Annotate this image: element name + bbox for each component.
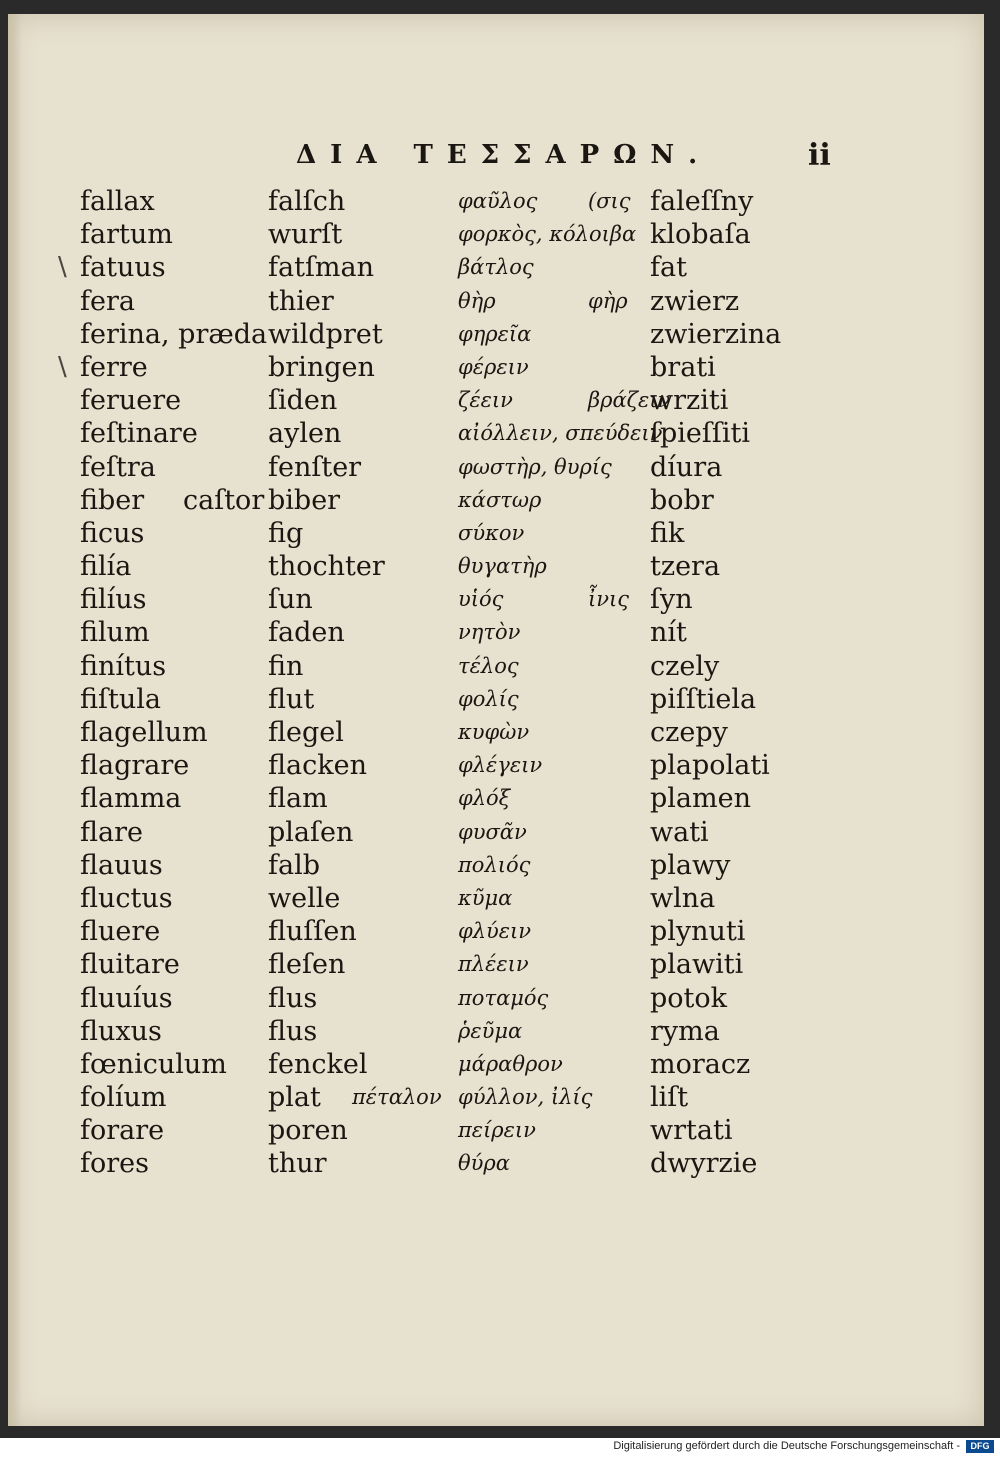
- bohemian-word: díura: [650, 451, 723, 483]
- german-word: fatſman: [268, 252, 375, 284]
- latin-word: forare: [80, 1115, 165, 1147]
- greek-word: φλέγειν: [458, 753, 543, 778]
- latin-word: fartum: [80, 219, 173, 251]
- latin-alt-word: caſtor: [183, 484, 265, 516]
- bohemian-word: wrtati: [650, 1115, 733, 1147]
- entry-row: [0, 1048, 1000, 1081]
- entry-row: [0, 749, 1000, 782]
- german-word: wildpret: [268, 318, 383, 350]
- greek-word: ζέειν: [458, 388, 513, 413]
- greek-word: βάτλος: [458, 255, 534, 280]
- latin-word: fœniculum: [80, 1048, 227, 1080]
- latin-word: filía: [80, 551, 132, 583]
- greek-alt-word: (σις: [588, 189, 631, 213]
- german-word: wurſt: [268, 219, 343, 251]
- entry-row: [0, 285, 1000, 318]
- greek-word: φηρεῖα: [458, 321, 532, 346]
- entry-row: [0, 1114, 1000, 1147]
- greek-word: κάστωρ: [458, 487, 542, 512]
- latin-word: filum: [80, 617, 150, 649]
- latin-word: flare: [80, 816, 143, 848]
- bohemian-word: nít: [650, 617, 687, 649]
- bohemian-word: liſt: [650, 1082, 689, 1114]
- latin-word: fatuus: [80, 252, 166, 284]
- bohemian-word: ſpieſſiti: [650, 418, 750, 450]
- greek-word: πείρειν: [458, 1118, 536, 1143]
- greek-word: πλέειν: [458, 952, 529, 977]
- margin-mark: \: [58, 252, 67, 282]
- glossary-entries: [0, 185, 1000, 1181]
- margin-mark: \: [58, 352, 67, 382]
- bohemian-word: faleſſny: [650, 186, 754, 217]
- greek-word: φέρειν: [458, 354, 529, 379]
- greek-word: φυσᾶν: [458, 819, 527, 844]
- bohemian-word: piſſtiela: [650, 683, 757, 715]
- entry-row: [0, 451, 1000, 484]
- greek-word: θυγατὴρ: [458, 554, 547, 579]
- greek-alt-word: φὴρ: [588, 288, 628, 313]
- latin-word: feſtinare: [80, 418, 198, 450]
- greek-word: φλύειν: [458, 919, 532, 944]
- german-word: thur: [268, 1148, 327, 1180]
- german-word: flus: [268, 1015, 318, 1047]
- latin-word: fiſtula: [80, 683, 161, 715]
- dfg-logo: DFG: [966, 1440, 994, 1453]
- greek-word: θύρα: [458, 1151, 510, 1176]
- greek-alt-word: βράζειν: [588, 388, 671, 413]
- bohemian-word: plamen: [650, 783, 751, 815]
- latin-word: flauus: [80, 849, 163, 881]
- greek-word: κυφὼν: [458, 720, 530, 744]
- german-word: falſch: [268, 186, 346, 217]
- bohemian-word: czepy: [650, 717, 728, 748]
- greek-word: ῥεῦμα: [458, 1018, 523, 1043]
- page-header: [0, 140, 1000, 180]
- bohemian-word: zwierz: [650, 285, 740, 317]
- entry-row: [0, 683, 1000, 716]
- bohemian-word: tzera: [650, 551, 721, 583]
- latin-word: fluere: [80, 916, 161, 948]
- greek-word: σύκον: [458, 520, 525, 545]
- entry-row: [0, 351, 1000, 384]
- entry-row: [0, 982, 1000, 1015]
- greek-word: ποταμός: [458, 985, 549, 1010]
- german-word: flacken: [268, 750, 367, 782]
- latin-word: flamma: [80, 783, 182, 815]
- greek-word: φωστὴρ, θυρίς: [458, 454, 612, 479]
- greek-word: θὴρ: [458, 288, 496, 313]
- latin-word: feruere: [80, 385, 182, 417]
- latin-word: ficus: [80, 517, 145, 549]
- bohemian-word: ſyn: [650, 584, 693, 616]
- entry-row: [0, 318, 1000, 351]
- german-word: poren: [268, 1115, 348, 1147]
- greek-word: κῦμα: [458, 885, 513, 910]
- bohemian-word: plawy: [650, 849, 731, 881]
- greek-word: υἱός: [458, 587, 504, 612]
- german-alt-word: πέταλον: [352, 1085, 442, 1110]
- german-word: fleſen: [268, 949, 346, 981]
- entry-row: [0, 583, 1000, 616]
- greek-word: νητὸν: [458, 620, 521, 645]
- german-word: ſiden: [268, 385, 338, 417]
- german-word: fenckel: [268, 1048, 368, 1080]
- german-word: welle: [268, 882, 341, 914]
- entry-row: [0, 484, 1000, 517]
- greek-word: φορκὸς, κόλοιβα: [458, 222, 637, 247]
- latin-word: finítus: [80, 650, 167, 682]
- bohemian-word: brati: [650, 351, 716, 383]
- german-word: faden: [268, 617, 345, 649]
- greek-word: πολιός: [458, 852, 531, 877]
- german-word: ſun: [268, 584, 313, 616]
- latin-word: feſtra: [80, 451, 156, 483]
- greek-word: φύλλον, ἰλίς: [458, 1085, 593, 1110]
- footer: [0, 1438, 1000, 1457]
- funding-notice: Digitalisierung gefördert durch die Deutsche Forschungsgemeinschaft -: [613, 1440, 960, 1452]
- german-word: thier: [268, 285, 334, 317]
- greek-word: φλόξ: [458, 786, 511, 811]
- german-word: bringen: [268, 351, 375, 383]
- latin-word: fallax: [80, 186, 155, 217]
- latin-word: fluxus: [80, 1015, 162, 1047]
- bohemian-word: klobaſa: [650, 219, 751, 251]
- bohemian-word: ryma: [650, 1015, 720, 1047]
- entry-row: [0, 185, 1000, 218]
- entry-row: [0, 1147, 1000, 1180]
- greek-word: μάραθρον: [458, 1051, 563, 1076]
- entry-row: [0, 517, 1000, 550]
- bohemian-word: potok: [650, 982, 728, 1014]
- german-word: falb: [268, 849, 321, 881]
- german-word: fin: [268, 650, 304, 682]
- running-title: ΔΙΑ ΤΕΣΣΑΡΩΝ.: [296, 140, 712, 170]
- latin-word: ferina, præda: [80, 318, 268, 350]
- entry-row: [0, 915, 1000, 948]
- entry-row: [0, 1015, 1000, 1048]
- entry-row: [0, 782, 1000, 815]
- bohemian-word: czely: [650, 650, 720, 682]
- greek-word: αἰόλλειν, σπεύδειν: [458, 421, 663, 446]
- latin-word: fluctus: [80, 882, 173, 914]
- entry-row: [0, 849, 1000, 882]
- bohemian-word: wlna: [650, 882, 716, 914]
- german-word: aylen: [268, 418, 342, 450]
- greek-word: φολίς: [458, 686, 519, 711]
- german-word: flegel: [268, 717, 344, 748]
- entry-row: [0, 816, 1000, 849]
- latin-word: flagrare: [80, 750, 190, 782]
- bohemian-word: zwierzina: [650, 318, 782, 350]
- german-word: flus: [268, 982, 318, 1014]
- german-word: thochter: [268, 551, 385, 583]
- entry-row: [0, 550, 1000, 583]
- greek-alt-word: ἶνις: [588, 587, 629, 612]
- bohemian-word: wati: [650, 816, 709, 848]
- entry-row: [0, 716, 1000, 749]
- german-word: plaſen: [268, 816, 354, 848]
- german-word: flam: [268, 783, 328, 815]
- bohemian-word: bobr: [650, 484, 714, 516]
- latin-word: filíus: [80, 584, 147, 616]
- german-word: fig: [268, 517, 304, 549]
- entry-row: [0, 218, 1000, 251]
- greek-word: φαῦλος: [458, 189, 538, 213]
- latin-word: fluitare: [80, 949, 180, 981]
- bohemian-word: fat: [650, 252, 687, 284]
- bohemian-word: plapolati: [650, 750, 770, 782]
- german-word: fenſter: [268, 451, 362, 483]
- german-word: plat: [268, 1082, 321, 1114]
- entry-row: [0, 1081, 1000, 1114]
- latin-word: flagellum: [80, 717, 208, 748]
- latin-word: fores: [80, 1148, 149, 1180]
- entry-row: [0, 882, 1000, 915]
- greek-word: τέλος: [458, 653, 519, 678]
- german-word: biber: [268, 484, 341, 516]
- latin-word: fera: [80, 285, 135, 317]
- german-word: fluſſen: [268, 916, 357, 948]
- bohemian-word: wrziti: [650, 385, 729, 417]
- latin-word: fluuíus: [80, 982, 173, 1014]
- entry-row: [0, 417, 1000, 450]
- german-word: flut: [268, 683, 315, 715]
- bohemian-word: fik: [650, 517, 685, 549]
- entry-row: [0, 384, 1000, 417]
- bohemian-word: moracz: [650, 1048, 751, 1080]
- entry-row: [0, 616, 1000, 649]
- entry-row: [0, 251, 1000, 284]
- bohemian-word: plawiti: [650, 949, 744, 981]
- entry-row: [0, 948, 1000, 981]
- page-number: ii: [808, 138, 831, 173]
- latin-word: ferre: [80, 351, 148, 383]
- latin-word: fiber: [80, 484, 145, 516]
- latin-word: folíum: [80, 1082, 167, 1114]
- bohemian-word: plynuti: [650, 916, 746, 948]
- bohemian-word: dwyrzie: [650, 1148, 758, 1180]
- entry-row: [0, 650, 1000, 683]
